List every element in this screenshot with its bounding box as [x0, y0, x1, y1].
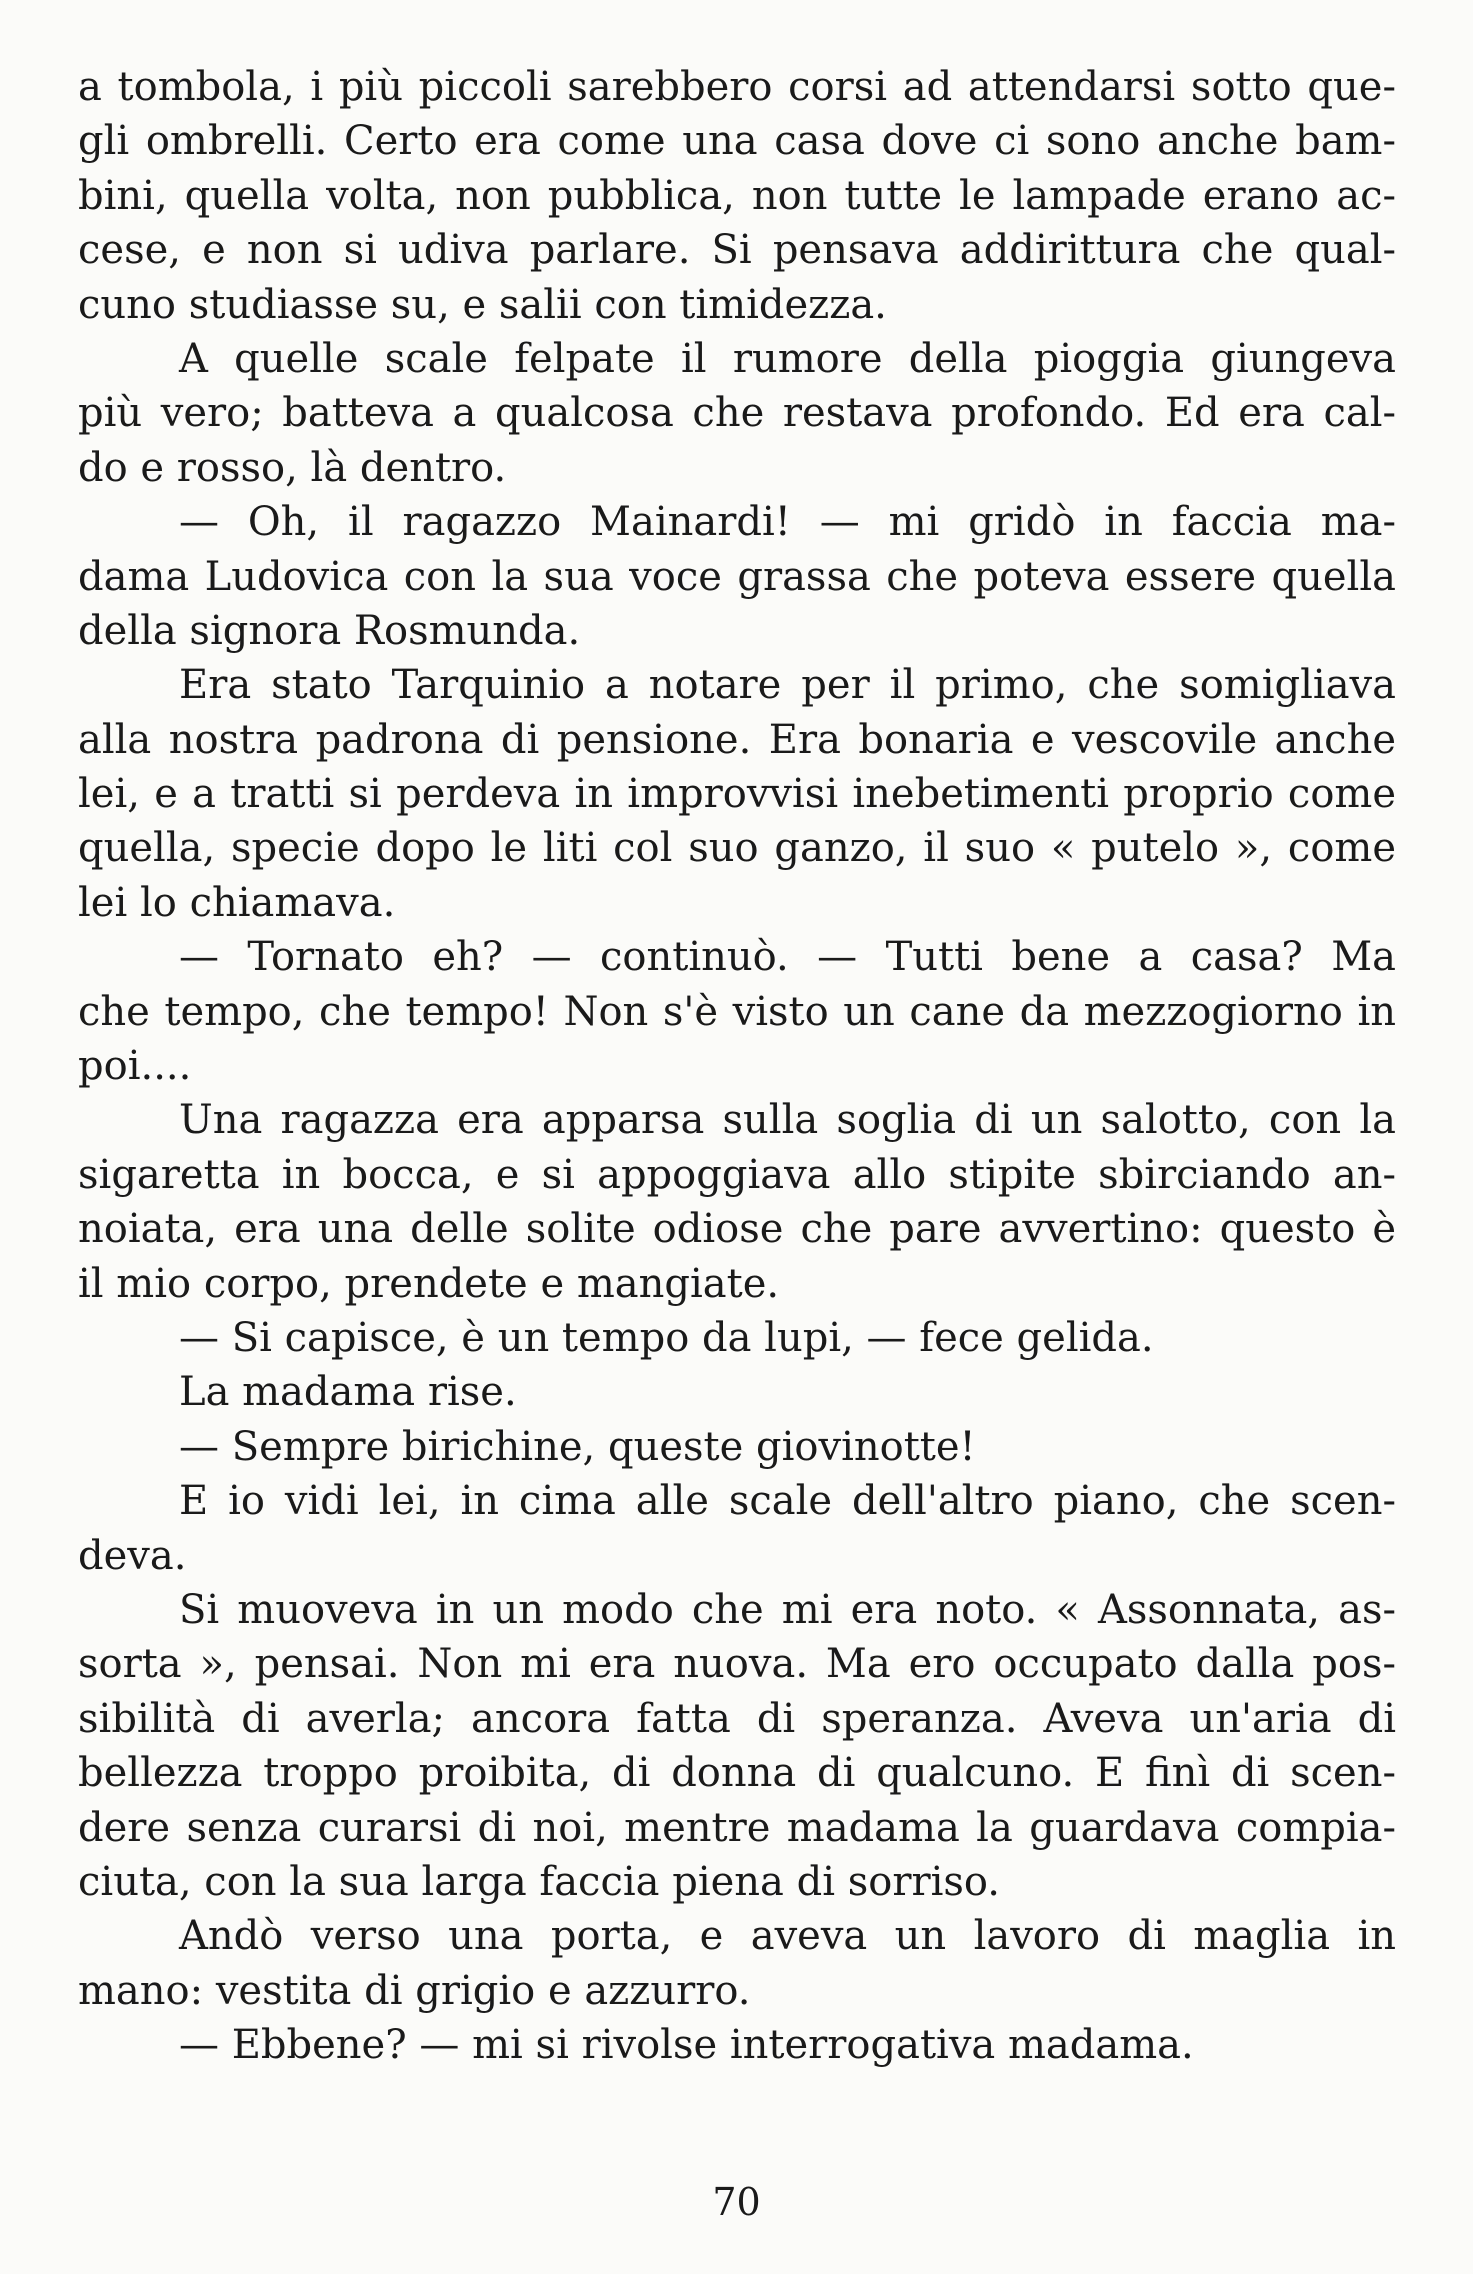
text-line: della signora Rosmunda. — [78, 607, 581, 654]
text-line: cuno studiasse su, e salii con timidezza. — [78, 281, 887, 328]
text-line: sibilità di averla; ancora fatta di speranza. Aveva un'aria di — [78, 1695, 1396, 1742]
text-line: do e rosso, là dentro. — [78, 444, 507, 491]
text-line: — Oh, il ragazzo Mainardi! — mi gridò in faccia ma- — [179, 499, 1396, 546]
text-line: gli ombrelli. Certo era come una casa dove ci sono anche bam- — [78, 118, 1396, 165]
text-line: Era stato Tarquinio a notare per il primo, che somigliava — [179, 662, 1396, 709]
text-line: bini, quella volta, non pubblica, non tutte le lampade erano ac- — [78, 172, 1396, 219]
text-line: più vero; batteva a qualcosa che restava profondo. Ed era cal- — [78, 390, 1396, 437]
text-line: lei, e a tratti si perdeva in improvvisi inebetimenti proprio come — [78, 771, 1396, 818]
text-line: quella, specie dopo le liti col suo ganzo, il suo « putelo », come — [78, 825, 1396, 872]
text-line: deva. — [78, 1532, 187, 1579]
text-line: E io vidi lei, in cima alle scale dell'altro piano, che scen- — [179, 1478, 1396, 1525]
text-line: alla nostra padrona di pensione. Era bonaria e vescovile anche — [78, 716, 1396, 763]
text-line: Una ragazza era apparsa sulla soglia di un salotto, con la — [179, 1097, 1396, 1144]
text-line: ciuta, con la sua larga faccia piena di sorriso. — [78, 1858, 1000, 1905]
text-line: — Si capisce, è un tempo da lupi, — fece gelida. — [179, 1314, 1154, 1361]
text-line: — Ebbene? — mi si rivolse interrogativa madama. — [179, 2022, 1194, 2069]
text-line: a tombola, i più piccoli sarebbero corsi ad attendarsi sotto que- — [78, 64, 1396, 110]
text-line: sorta », pensai. Non mi era nuova. Ma ero occupato dalla pos- — [78, 1641, 1396, 1688]
text-line: il mio corpo, prendete e mangiate. — [78, 1260, 780, 1307]
text-line: A quelle scale felpate il rumore della pioggia giungeva — [179, 335, 1396, 382]
page-number: 70 — [712, 2180, 761, 2224]
text-line: che tempo, che tempo! Non s'è visto un cane da mezzogiorno in — [78, 988, 1396, 1035]
text-line: lei lo chiamava. — [78, 879, 396, 926]
text-line: Andò verso una porta, e aveva un lavoro di maglia in — [179, 1913, 1396, 1960]
text-line: Si muoveva in un modo che mi era noto. « Assonnata, as- — [179, 1586, 1396, 1633]
text-line: — Tornato eh? — continuò. — Tutti bene a casa? Ma — [179, 934, 1396, 981]
text-line: cese, e non si udiva parlare. Si pensava addirittura che qual- — [78, 227, 1396, 274]
text-line: bellezza troppo proibita, di donna di qualcuno. E finì di scen- — [78, 1750, 1396, 1797]
text-line: dama Ludovica con la sua voce grassa che poteva essere quella — [78, 553, 1396, 600]
text-line: noiata, era una delle solite odiose che pare avvertino: questo è — [78, 1206, 1396, 1253]
text-line: mano: vestita di grigio e azzurro. — [78, 1967, 751, 2014]
text-line: — Sempre birichine, queste giovinotte! — [179, 1423, 976, 1470]
text-line: La madama rise. — [179, 1369, 517, 1416]
body-text — [78, 60, 1396, 2072]
text-line: sigaretta in bocca, e si appoggiava allo stipite sbirciando an- — [78, 1151, 1396, 1198]
text-line: dere senza curarsi di noi, mentre madama la guardava compia- — [78, 1804, 1396, 1851]
text-line: poi.... — [78, 1043, 192, 1090]
